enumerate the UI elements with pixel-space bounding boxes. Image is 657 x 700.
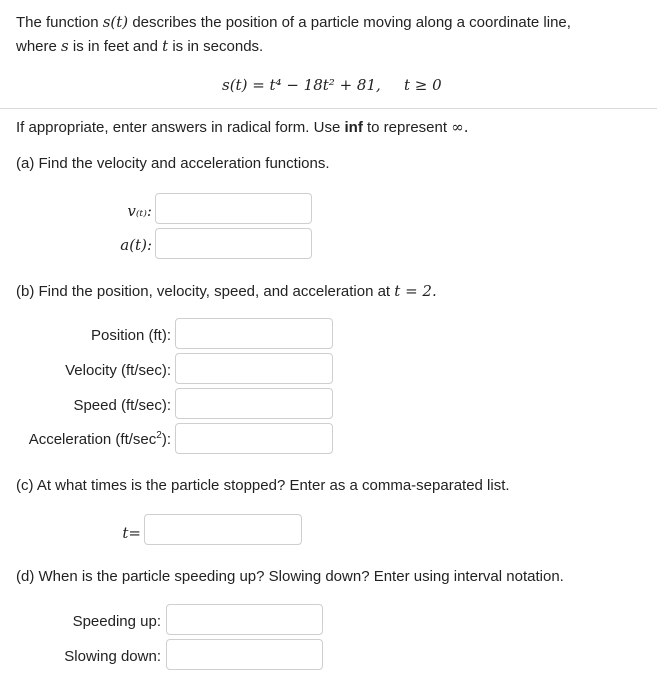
equation-lhs: s(t) = t⁴ − 18t² + 81, [222, 76, 381, 94]
intro-text: is in seconds. [168, 38, 264, 55]
velocity-function-label: v₍ₜ₎: [127, 202, 152, 220]
part-a-prompt: (a) Find the velocity and acceleration functions. [16, 155, 330, 172]
speeding-up-label: Speeding up: [72, 613, 161, 630]
note-text: If appropriate, enter answers in radical form. Use [16, 119, 345, 136]
t-label: t= [122, 524, 141, 542]
intro-line-1 [16, 12, 571, 33]
velocity-label: Velocity (ft/sec): [65, 362, 171, 379]
position-input[interactable] [175, 318, 333, 349]
intro-text-cont: describes the position of a particle moving along a coordinate line, [128, 14, 571, 31]
part-b-prompt [16, 281, 437, 302]
acceleration-label-end: ): [161, 431, 171, 448]
squared-superscript: 2 [156, 430, 162, 441]
intro-line-2 [16, 36, 263, 57]
instructions-note [16, 117, 468, 138]
note-bold: inf [344, 119, 363, 136]
acceleration-label [29, 430, 171, 450]
intro-text: The function [16, 14, 103, 31]
intro-text: is in feet and [68, 38, 163, 55]
acceleration-function-label: a(t): [120, 236, 152, 254]
t-equals-2: t = 2. [394, 282, 437, 300]
equation-domain: t ≥ 0 [404, 76, 442, 94]
speed-label: Speed (ft/sec): [73, 397, 171, 414]
slowing-down-label: Slowing down: [64, 648, 161, 665]
acceleration-label-text: Acceleration (ft/sec [28, 431, 157, 448]
part-b-text: (b) Find the position, velocity, speed, and acceleration at [16, 283, 395, 300]
position-label: Position (ft): [90, 327, 171, 344]
part-c-prompt: (c) At what times is the particle stopped? Enter as a comma-separated list. [16, 477, 510, 494]
velocity-input[interactable] [175, 353, 333, 384]
part-d-prompt: (d) When is the particle speeding up? Slowing down? Enter using interval notation. [16, 568, 564, 585]
stopped-times-input[interactable] [144, 514, 302, 545]
infinity-symbol: ∞. [451, 118, 469, 136]
t-symbol: t [162, 37, 169, 55]
speeding-up-input[interactable] [166, 604, 323, 635]
velocity-function-input[interactable] [155, 193, 312, 224]
note-text: to represent [362, 119, 452, 136]
s-symbol: s [61, 37, 69, 55]
function-symbol: s(t) [102, 13, 129, 31]
slowing-down-input[interactable] [166, 639, 323, 670]
divider [0, 108, 657, 109]
acceleration-function-input[interactable] [155, 228, 312, 259]
intro-text: where [16, 38, 62, 55]
speed-input[interactable] [175, 388, 333, 419]
acceleration-input[interactable] [175, 423, 333, 454]
